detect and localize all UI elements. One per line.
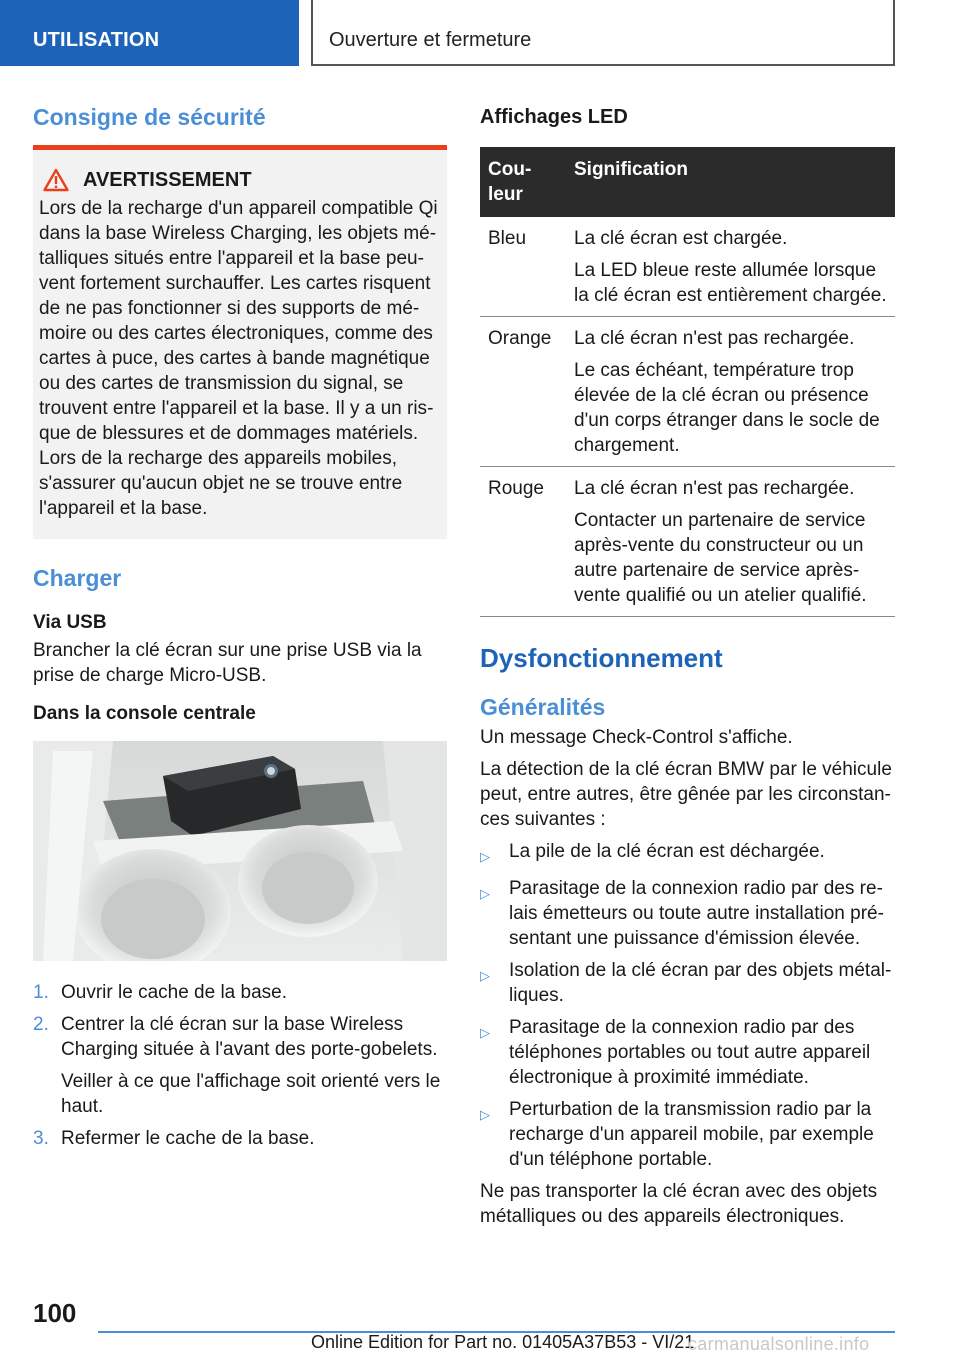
usb-text: Brancher la clé écran sur une prise USB via la prise de charge Micro-USB. (33, 640, 422, 686)
bullet-text: Parasitage de la connexion radio par des téléphones portables ou tout autre appareil électronique à proximité immédiate. (509, 1017, 871, 1088)
triangle-bullet-icon: ▷ (480, 968, 490, 983)
chapter-title: Ouverture et fermeture (311, 0, 895, 66)
bullet-text: Parasitage de la connexion radio par des relais émetteurs ou toute autre installation présentant une puissance d'émission élevée. (509, 878, 884, 949)
meaning-line: La clé écran n'est pas rechargée. (574, 478, 855, 499)
bullet-text: Isolation de la clé écran par des objets métalliques. (509, 960, 892, 1006)
page-header (0, 0, 960, 66)
wireless-charging-photo (33, 741, 447, 961)
triangle-bullet-icon: ▷ (480, 886, 490, 901)
table-row (480, 217, 895, 317)
cell-meaning (566, 317, 895, 467)
closing-text: Ne pas transporter la clé écran avec des objets métalliques ou des appareils électroniques. (480, 1181, 878, 1227)
table-row (480, 317, 895, 467)
steps-list (33, 980, 447, 1151)
led-heading: Affichages LED (480, 106, 628, 128)
cell-color: Orange (480, 317, 566, 467)
general-text-1: Un message Check-Control s'affiche. (480, 727, 793, 748)
meaning-detail: La LED bleue reste allumée lorsque la clé écran est entièrement chargée. (574, 260, 887, 306)
step-note: Veiller à ce que l'affichage soit orienté vers le haut. (61, 1071, 441, 1117)
column-header-meaning: Signification (566, 147, 895, 217)
warning-box (33, 150, 447, 539)
section-tab: UTILISATION (0, 0, 299, 66)
charge-heading: Charger (33, 565, 122, 591)
step-text: Refermer le cache de la base. (61, 1128, 315, 1149)
left-column (33, 100, 447, 1158)
list-item (33, 1012, 447, 1119)
column-header-color: Couleur (480, 147, 566, 217)
console-heading: Dans la console centrale (33, 703, 256, 724)
cell-meaning (566, 217, 895, 317)
cell-meaning (566, 467, 895, 617)
list-item (480, 1015, 895, 1090)
meaning-line: La clé écran est chargée. (574, 228, 788, 249)
malfunction-heading: Dysfonctionnement (480, 643, 723, 673)
right-column (480, 100, 895, 1229)
bullet-text: Perturbation de la transmission radio par la recharge d'un appareil mobile, par exemple d'un téléphone portable. (509, 1099, 874, 1170)
triangle-bullet-icon: ▷ (480, 849, 490, 864)
page-number: 100 (33, 1298, 77, 1328)
list-item (33, 1126, 447, 1151)
table-header-row (480, 147, 895, 217)
triangle-bullet-icon: ▷ (480, 1025, 490, 1040)
step-number: 3. (33, 1128, 49, 1149)
cell-color: Rouge (480, 467, 566, 617)
step-number: 1. (33, 982, 49, 1003)
warning-text: Lors de la recharge d'un appareil compatible Qi dans la base Wireless Charging, les objets métalliques situés entre l'appareil et la base peuvent fortement surchauffer. Les cartes risquent de ne pas fonctionner si des supports de mémoire ou des cartes électroniques, comme des cartes à puce, des cartes à bande magnétique ou des cartes de transmission du signal, se trouvent entre l'appareil et la base. Il y a un risque de blessures et de dommages matériels. Lors de la recharge des appareils mobiles, s'assurer qu'aucun objet ne se trouve entre l'appareil et la base. (39, 198, 438, 519)
meaning-detail: Le cas échéant, température trop élevée de la clé écran ou présence d'un corps étranger dans le socle de chargement. (574, 360, 880, 456)
list-item (480, 958, 895, 1008)
bullet-text: La pile de la clé écran est déchargée. (509, 841, 825, 862)
meaning-detail: Contacter un partenaire de service après-vente du constructeur ou un autre partenaire de service après-vente qualifié ou un atelier qualifié. (574, 510, 867, 606)
step-text: Ouvrir le cache de la base. (61, 982, 288, 1003)
step-number: 2. (33, 1014, 49, 1035)
usb-heading: Via USB (33, 612, 107, 633)
triangle-bullet-icon: ▷ (480, 1107, 490, 1122)
general-text-2: La détection de la clé écran BMW par le véhicule peut, entre autres, être gênée par les circonstances suivantes : (480, 759, 892, 830)
led-table (480, 147, 895, 617)
causes-list (480, 839, 895, 1172)
warning-header (39, 168, 439, 192)
warning-triangle-icon (43, 168, 69, 192)
list-item (480, 876, 895, 951)
cell-color: Bleu (480, 217, 566, 317)
safety-heading: Consigne de sécurité (33, 104, 266, 130)
step-text: Centrer la clé écran sur la base Wireless Charging située à l'avant des porte-gobelets. (61, 1014, 438, 1060)
list-item (480, 1097, 895, 1172)
table-row (480, 467, 895, 617)
list-item (33, 980, 447, 1005)
list-item (480, 839, 895, 869)
warning-label: AVERTISSEMENT (83, 168, 252, 191)
general-heading: Généralités (480, 694, 606, 720)
edition-text: Online Edition for Part no. 01405A37B53 - VI/21 (311, 1332, 695, 1352)
meaning-line: La clé écran n'est pas rechargée. (574, 328, 855, 349)
watermark: carmanualsonline.info (688, 1334, 870, 1354)
